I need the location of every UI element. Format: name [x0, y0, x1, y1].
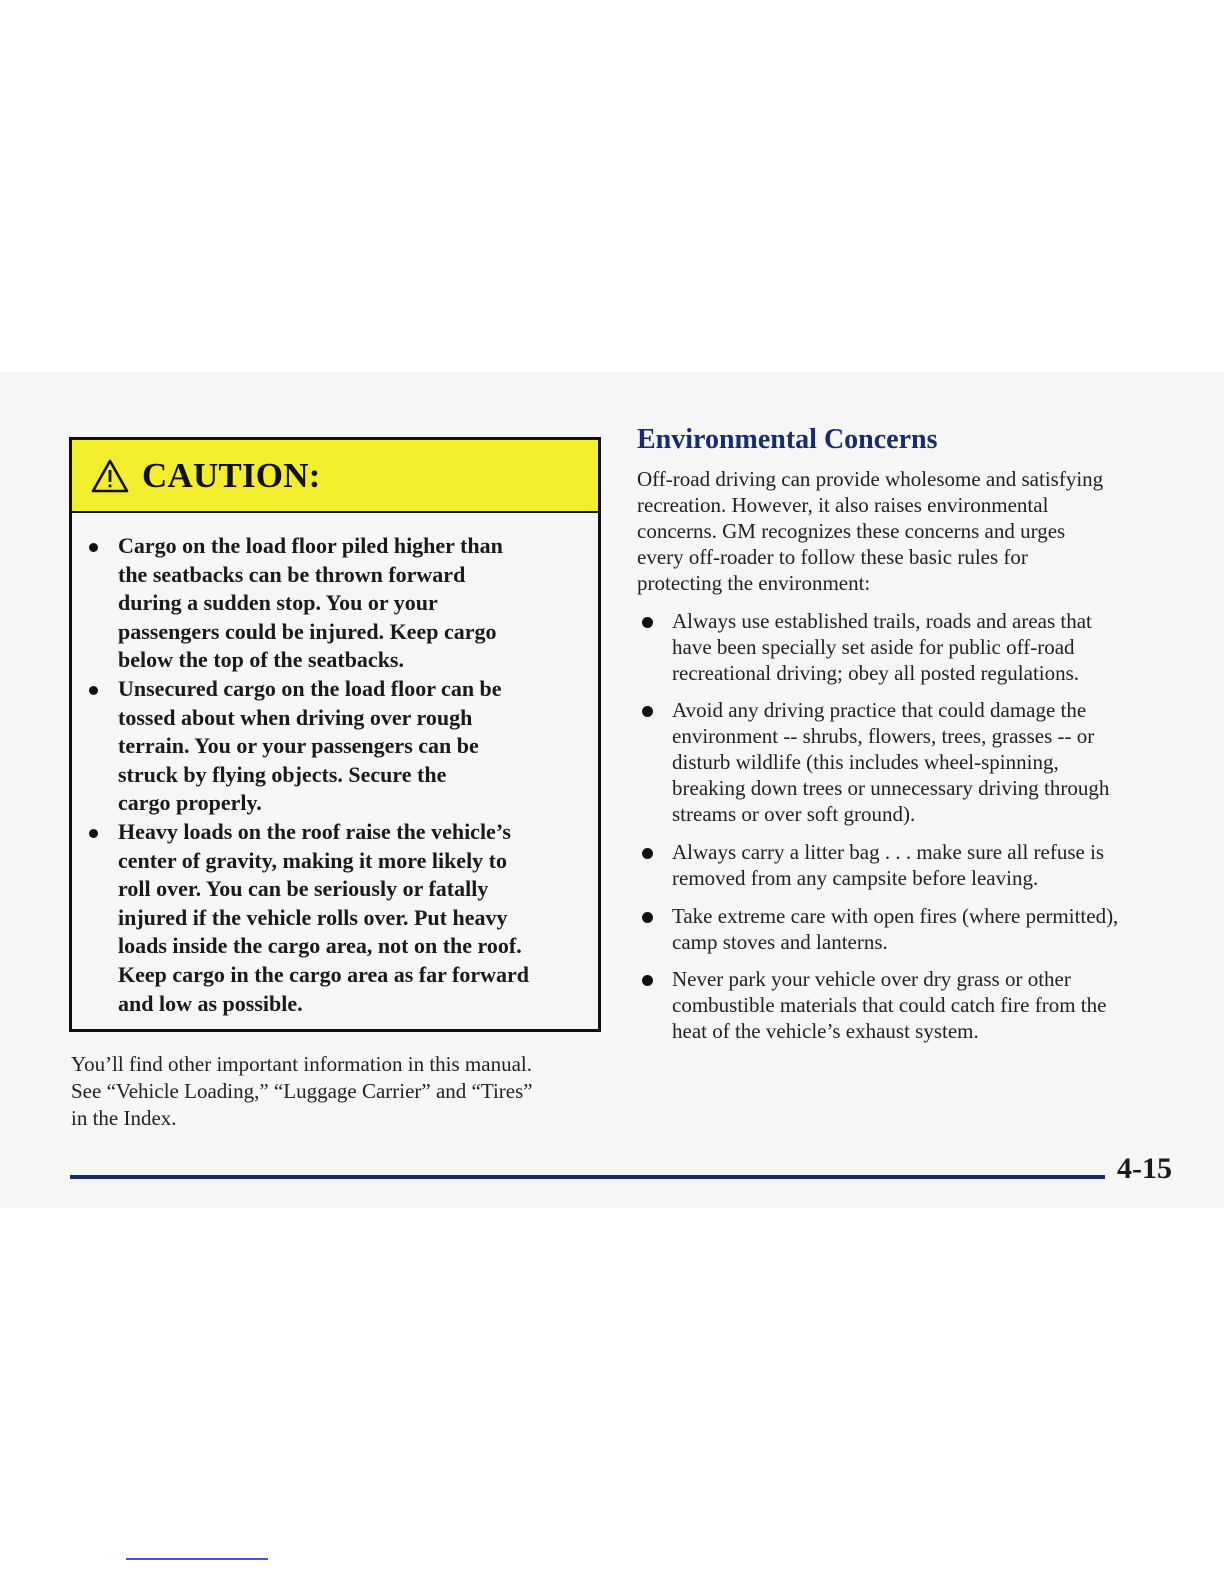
note-line: See “Vehicle Loading,” “Luggage Carrier” and “Tires” — [71, 1079, 533, 1103]
note-line: You’ll find other important information in this manual. — [71, 1052, 532, 1076]
list-item-text — [672, 608, 1092, 686]
bullet-icon — [89, 829, 98, 838]
caution-item-line: tossed about when driving over rough — [118, 704, 473, 730]
footer-rule — [70, 1175, 1105, 1179]
list-item-line: breaking down trees or unnecessary driving through — [672, 776, 1110, 800]
list-item-line: have been specially set aside for public off-road — [672, 635, 1075, 659]
caution-title: CAUTION: — [142, 455, 321, 495]
caution-item-line: Unsecured cargo on the load floor can be — [118, 675, 502, 701]
page-number: 4-15 — [1117, 1152, 1172, 1185]
list-item-line: streams or over soft ground). — [672, 802, 916, 826]
caution-header — [72, 440, 598, 513]
caution-item-line: roll over. You can be seriously or fatally — [118, 876, 489, 902]
section-title: Environmental Concerns — [637, 424, 938, 455]
caution-item-line: during a sudden stop. You or your — [118, 590, 438, 616]
list-item-line: recreational driving; obey all posted regulations. — [672, 661, 1080, 685]
intro-line: Off-road driving can provide wholesome and satisfying — [637, 467, 1104, 491]
caution-item-line: Cargo on the load floor piled higher than — [118, 533, 503, 558]
list-item-line: Never park your vehicle over dry grass or other — [672, 967, 1071, 991]
list-item-text — [672, 903, 1118, 955]
bullet-icon — [642, 617, 653, 628]
list-item-line: heat of the vehicle’s exhaust system. — [672, 1019, 979, 1043]
warning-triangle-icon — [90, 458, 130, 494]
list-item-line: Avoid any driving practice that could damage the — [672, 698, 1087, 722]
intro-line: concerns. GM recognizes these concerns and urges — [637, 519, 1066, 543]
caution-item-line: the seatbacks can be thrown forward — [118, 561, 466, 587]
list-item-line: removed from any campsite before leaving. — [672, 866, 1039, 890]
list-item-line: camp stoves and lanterns. — [672, 930, 888, 954]
intro-line: protecting the environment: — [637, 571, 871, 595]
caution-item-line: passengers could be injured. Keep cargo — [118, 618, 497, 644]
caution-item — [86, 532, 578, 675]
caution-item-line: cargo properly. — [118, 790, 262, 816]
list-item-line: combustible materials that could catch fire from the — [672, 993, 1107, 1017]
caution-item — [86, 818, 578, 1018]
list-item-text — [672, 697, 1109, 827]
caution-item-line: and low as possible. — [118, 990, 303, 1016]
note-line: in the Index. — [71, 1106, 177, 1130]
caution-item-line: below the top of the seatbacks. — [118, 647, 404, 673]
caution-item-line: terrain. You or your passengers can be — [118, 733, 479, 759]
bullet-icon — [642, 706, 653, 717]
bullet-icon — [642, 848, 653, 859]
list-item-text — [672, 839, 1104, 891]
caution-item-line: struck by flying objects. Secure the — [118, 761, 447, 787]
caution-item-line: center of gravity, making it more likely to — [118, 847, 508, 873]
intro-paragraph — [637, 466, 1197, 596]
caution-box — [69, 437, 601, 1032]
list-item-line: Take extreme care with open fires (where permitted), — [672, 904, 1119, 928]
list-item-text — [672, 966, 1106, 1044]
caution-list — [72, 513, 598, 1018]
bullet-icon — [642, 912, 653, 923]
caution-item-line: Heavy loads on the roof raise the vehicle’s — [118, 818, 511, 844]
list-item-line: Always use established trails, roads and areas that — [672, 609, 1092, 633]
caution-item-line: Keep cargo in the cargo area as far forward — [118, 961, 529, 987]
bullet-icon — [89, 686, 98, 695]
intro-line: recreation. However, it also raises environmental — [637, 493, 1049, 517]
list-item-line: environment -- shrubs, flowers, trees, grasses -- or — [672, 724, 1095, 748]
bottom-link-mark — [126, 1558, 268, 1560]
caution-item-line: loads inside the cargo area, not on the roof. — [118, 933, 522, 959]
caution-item — [86, 675, 578, 818]
bullet-icon — [642, 975, 653, 986]
list-item-line: Always carry a litter bag . . . make sure all refuse is — [672, 840, 1105, 864]
list-item-line: disturb wildlife (this includes wheel-spinning, — [672, 750, 1059, 774]
caution-item-line: injured if the vehicle rolls over. Put heavy — [118, 904, 508, 930]
cross-reference-note — [71, 1051, 601, 1132]
bullet-icon — [89, 543, 98, 552]
intro-line: every off-roader to follow these basic rules for — [637, 545, 1028, 569]
